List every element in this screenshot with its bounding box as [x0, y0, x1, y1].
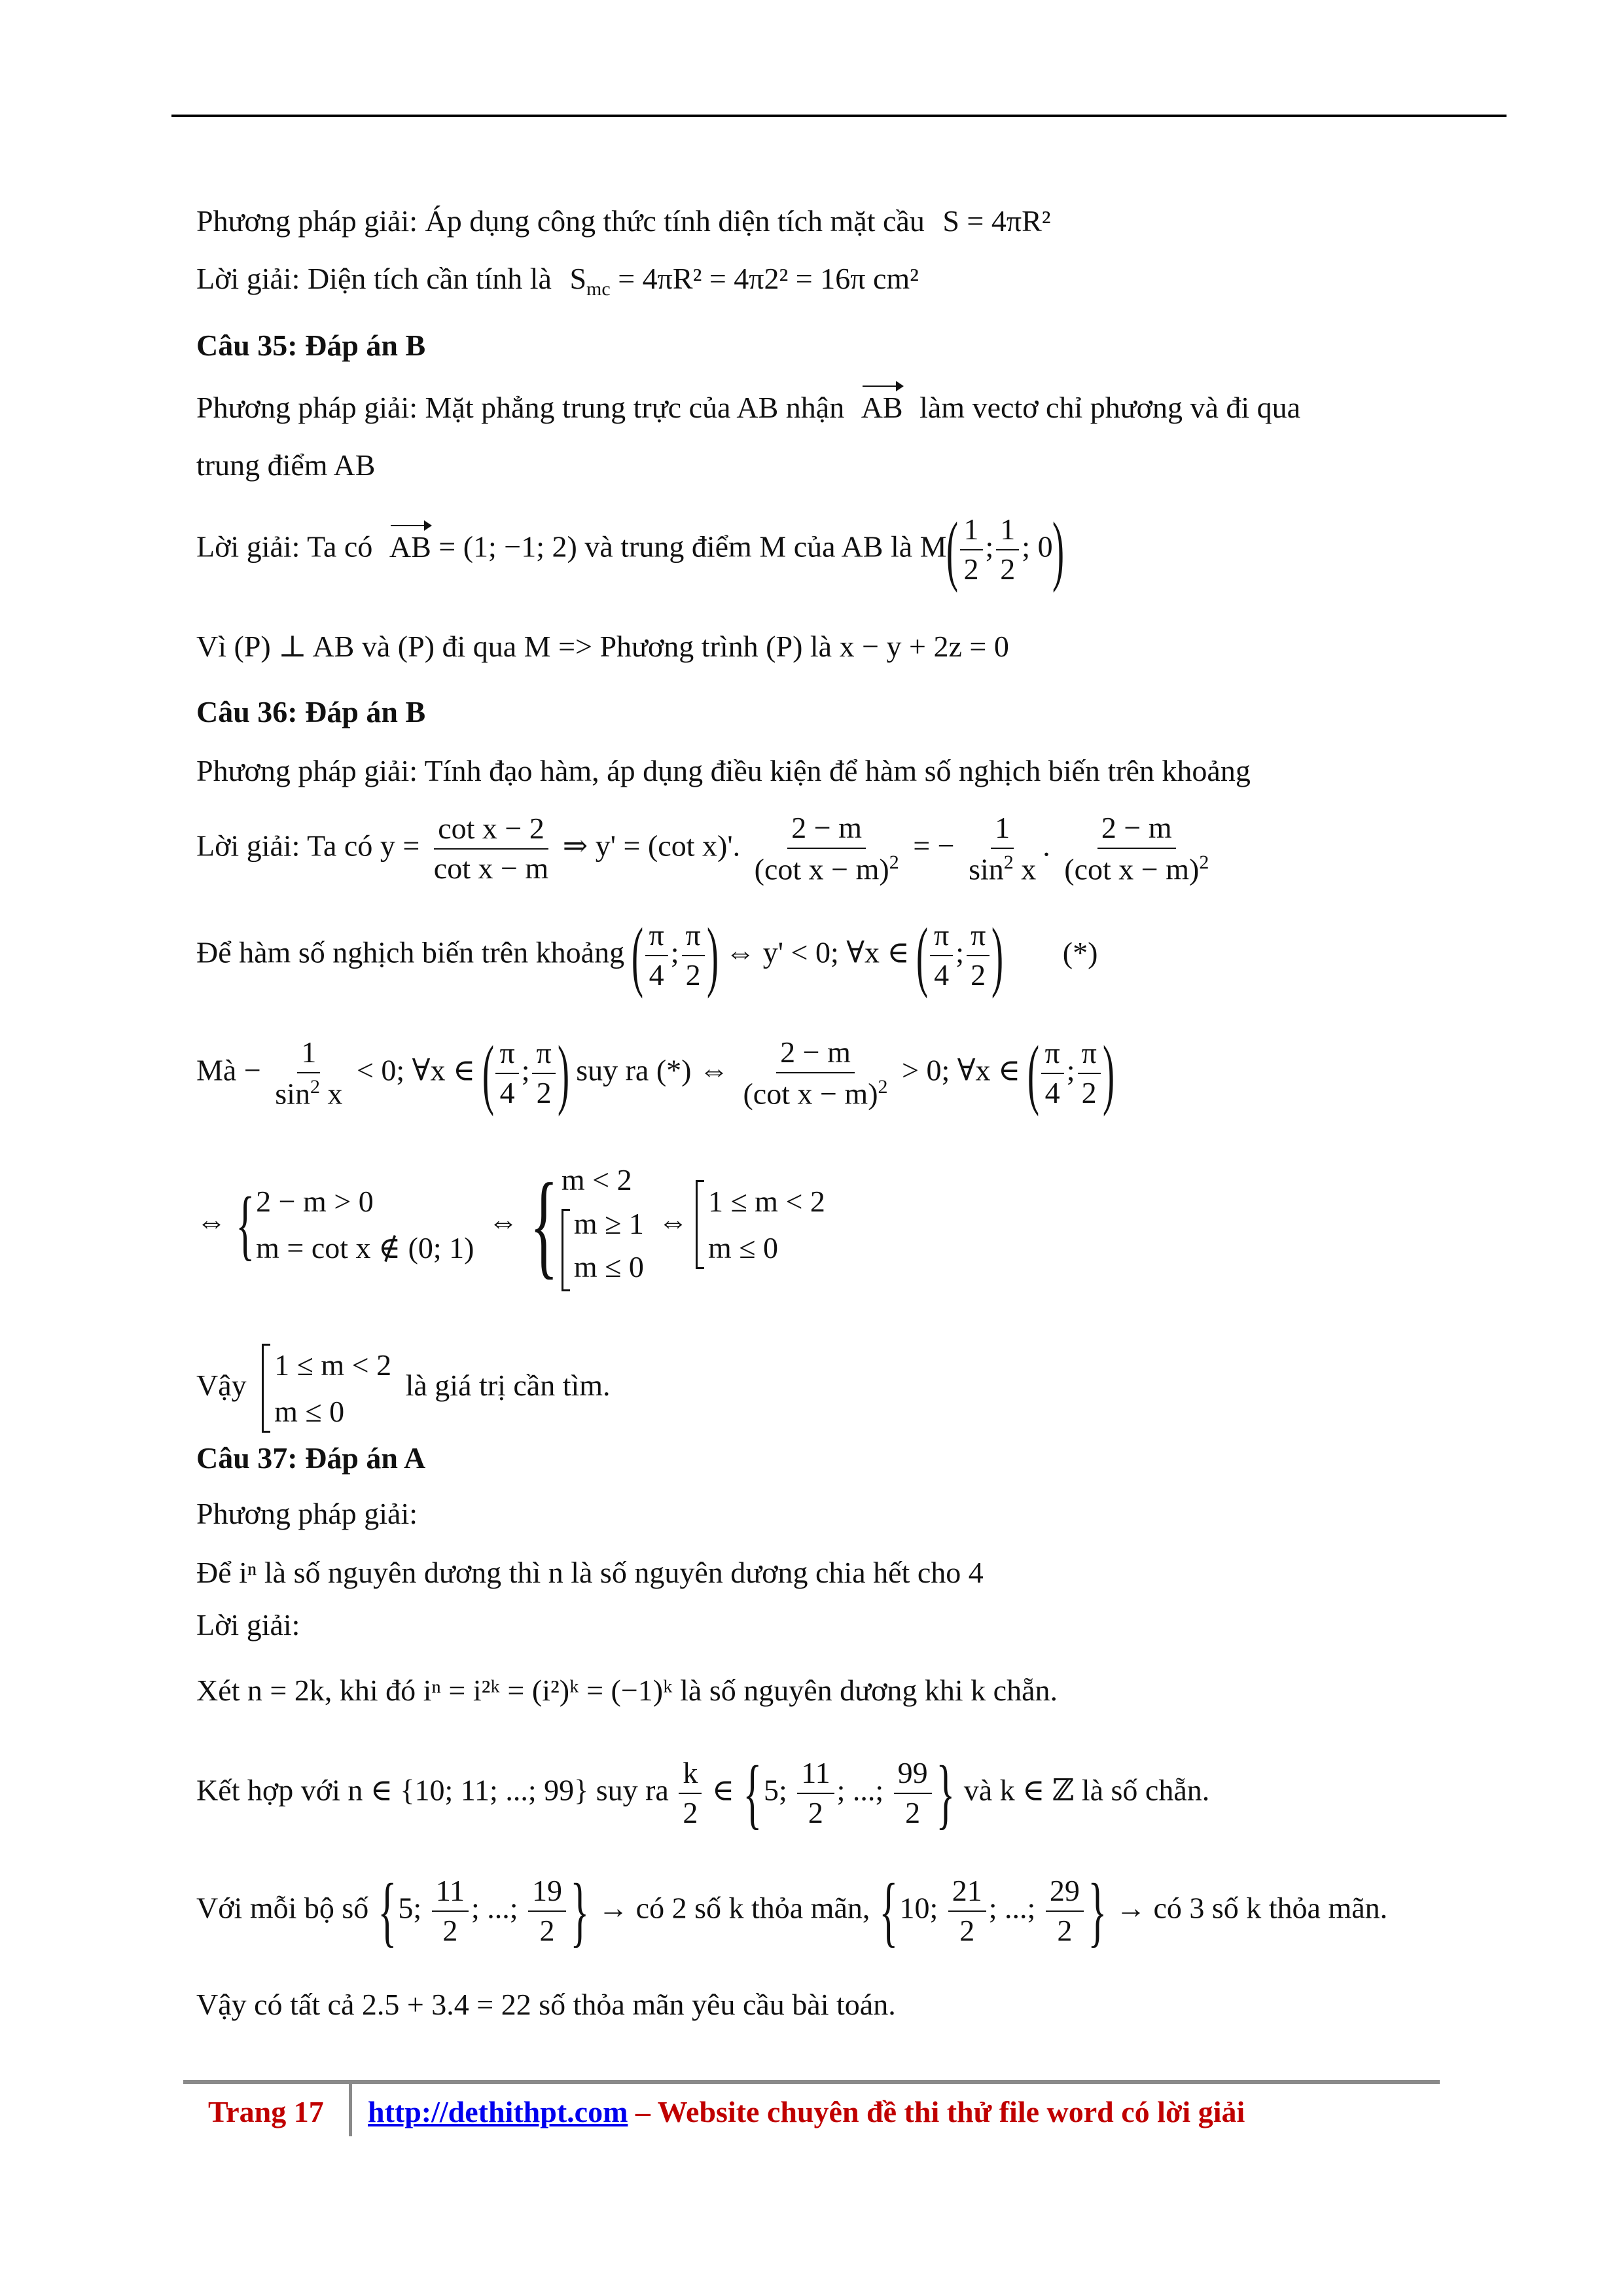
q35-method-cont: trung điểm AB: [196, 448, 376, 482]
q37-conclusion: Vậy có tất cả 2.5 + 3.4 = 22 số thỏa mãn yêu cầu bài toán.: [196, 1988, 896, 2021]
q35-conclusion: Vì (P) ⊥ AB và (P) đi qua M => Phương trình (P) là x − y + 2z = 0: [196, 630, 1009, 663]
q37-step2: Kết hợp với n ∈ {10; 11; ...; 99} suy ra $\frac{k}{2}$ ∈ {5; $\frac{11}{2}$ ; ...; $\frac{99}{2}$ } và k ∈ ℤ là số chẵn.: [196, 1749, 1210, 1837]
page-number: Trang 17: [208, 2095, 324, 2128]
q37-step1: Xét n = 2k, khi đó iⁿ = i²ᵏ = (i²)ᵏ = (−1)ᵏ là số nguyên dương khi k chẵn.: [196, 1674, 1058, 1707]
q37-heading: Câu 37: Đáp án A: [196, 1441, 426, 1475]
text: Lời giải: Diện tích cần tính là: [196, 262, 552, 295]
footer-tagline: – Website chuyên đề thi thử file word có lời giải: [628, 2095, 1245, 2128]
footer-text: [368, 2094, 1245, 2129]
website-link[interactable]: http://dethithpt.com: [368, 2095, 628, 2128]
formula: S = 4πR²: [942, 204, 1051, 238]
q37-method: Để iⁿ là số nguyên dương thì n là số nguyên dương chia hết cho 4: [196, 1556, 984, 1589]
q36-system: ⇔ { 2 − m > 0 m = cot x ∉ (0; 1) ⇔ { m < 2 m ≥ 1 m ≤ 0 ⇔ 1 ≤ m < 2 m ≤ 0: [196, 1158, 825, 1291]
footer-divider: [349, 2084, 352, 2136]
footer-rule: [183, 2080, 1440, 2084]
q36-method: Phương pháp giải: Tính đạo hàm, áp dụng điều kiện để hàm số nghịch biến trên khoảng: [196, 754, 1251, 787]
q36-heading: Câu 36: Đáp án B: [196, 695, 426, 728]
q35-heading: Câu 35: Đáp án B: [196, 329, 426, 362]
q37-solution-label: Lời giải:: [196, 1608, 300, 1641]
q34-method: [196, 203, 1051, 239]
q35-solution: Lời giải: Ta có AB = (1; −1; 2) và trung điểm M của AB là M( $\frac{1}{2}$ ; $\frac{1}{2}$ ; 0): [196, 506, 1064, 593]
q36-derivative: Lời giải: Ta có y = $\frac{\text{cot x − 2}}{\text{cot x − m}}$ ⇒ y' = (cot x)'. $\frac{2 - m}{(\cot x - m)^2}$ = − $\frac{1}{\sin^2 x}$ . $\frac{2 - m}{(\cot x - m)^2}$: [196, 811, 1209, 886]
q37-method-label: Phương pháp giải:: [196, 1497, 418, 1530]
q35-method: Phương pháp giải: Mặt phẳng trung trực của AB nhận AB làm vectơ chỉ phương và đi qua: [196, 389, 1300, 425]
q34-solution: [196, 260, 919, 301]
q36-step: Mà − $\frac{1}{\sin^2 x}$ < 0; ∀x ∈ ( $\frac{\pi}{4}$ ; $\frac{\pi}{2}$ ) suy ra (*) ⇔ $\frac{2 - m}{(\cot x - m)^2}$ > 0; ∀x ∈ ( $\frac{\pi}{4}$ ; $\frac{\pi}{2}$ ): [196, 1030, 1115, 1117]
formula: $S_{mc} = 4\pi R^2 = 4\pi 2^2 = 16\pi$ cm²: [569, 262, 919, 300]
q37-step3: Với mỗi bộ số {5; $\frac{11}{2}$ ; ...; $\frac{19}{2}$ } → có 2 số k thỏa mãn, {10; $\frac{21}{2}$ ; ...; $\frac{29}{2}$ } → có 3 số k thỏa mãn.: [196, 1867, 1388, 1954]
text: Phương pháp giải: Áp dụng công thức tính diện tích mặt cầu: [196, 204, 925, 238]
header-rule: [171, 115, 1507, 117]
q36-condition: Để hàm số nghịch biến trên khoảng ( $\frac{\pi}{4}$ ; $\frac{\pi}{2}$ ) ⇔ y' < 0; ∀x ∈ ( $\frac{\pi}{4}$ ; $\frac{\pi}{2}$ ) (*): [196, 912, 1098, 999]
q36-conclusion: Vậy 1 ≤ m < 2 m ≤ 0 là giá trị cần tìm.: [196, 1342, 611, 1435]
